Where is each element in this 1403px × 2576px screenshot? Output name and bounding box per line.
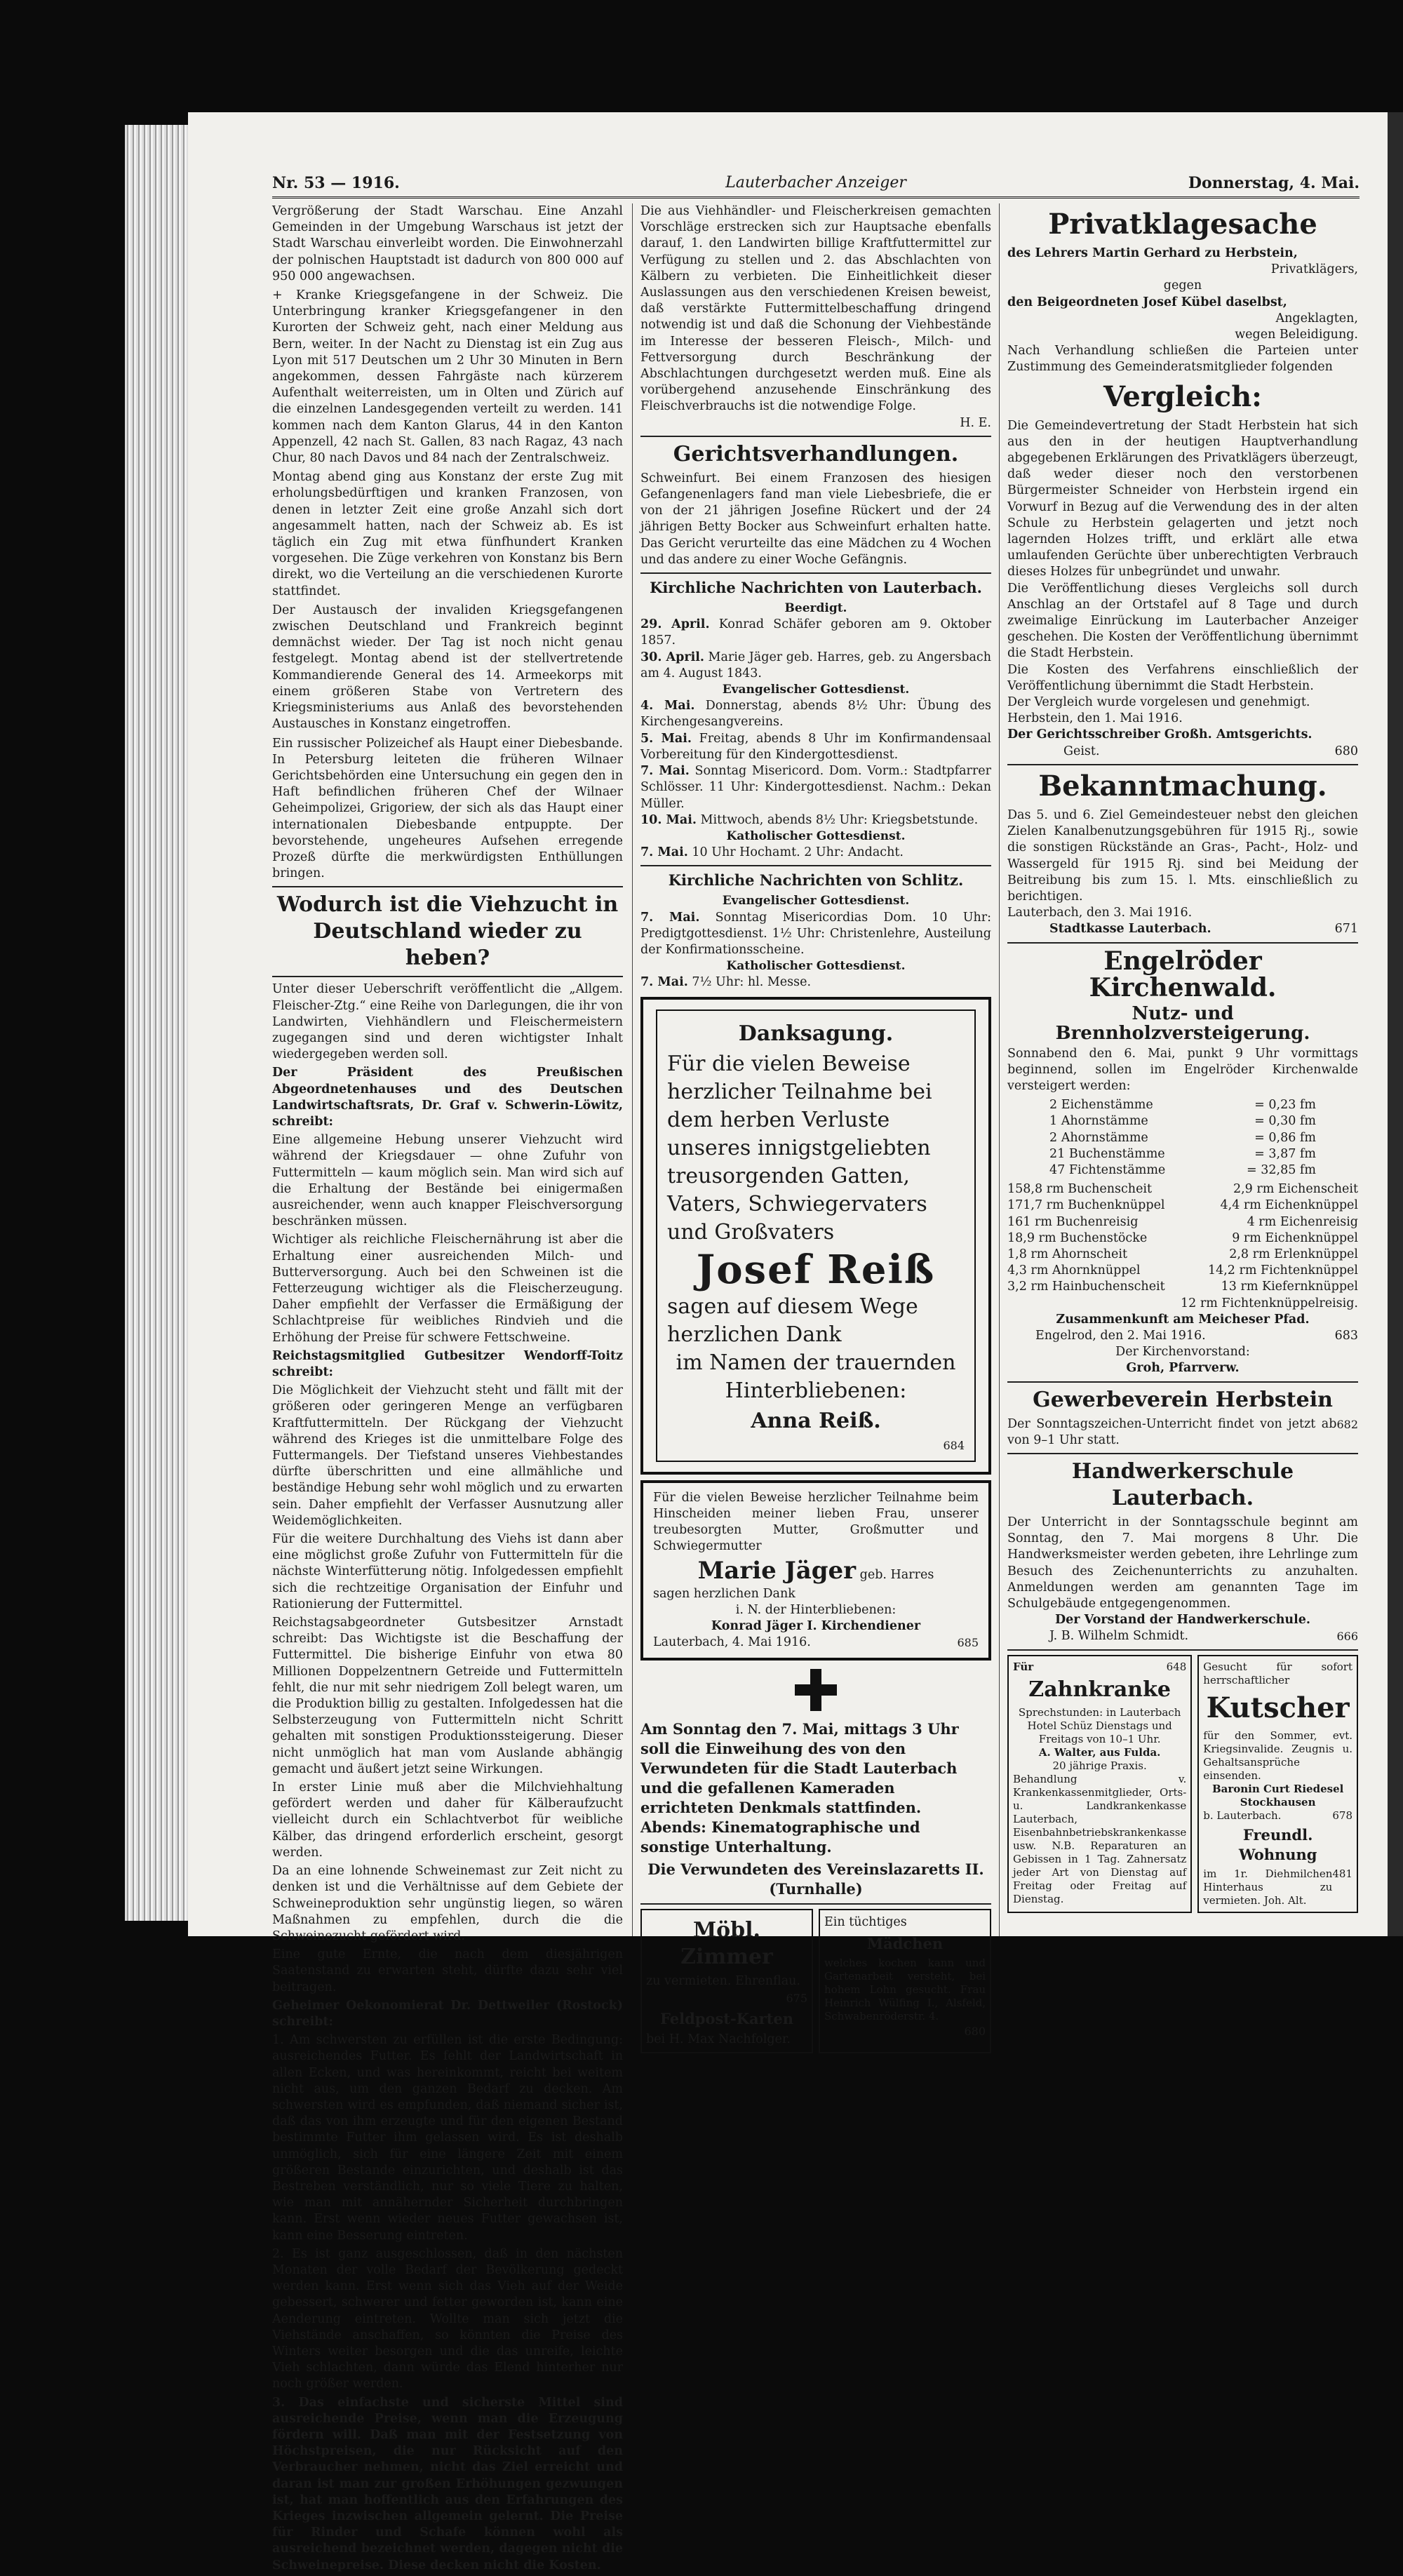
- buried-heading: Beerdigt.: [784, 601, 847, 616]
- kirchenwald-text: Sonnabend den 6. Mai, punkt 9 Uhr vormittags beginnend, sollen im Engelröder Kirchenwalde versteigert werden:: [1007, 1046, 1358, 1093]
- moebl-zimmer-ad: [640, 1909, 813, 2053]
- newspaper-page: [188, 112, 1388, 2572]
- bekanntmachung-title: Bekanntmachung.: [1038, 769, 1327, 803]
- birth-name: geb. Harres: [859, 1567, 934, 1582]
- court-text: Schweinfurt. Bei einem Franzosen des hiesigen Gefangenenlagers fand man viele Liebesbriefe, die er von der 21 jährigen Josefine Rückert und der 24 jährigen Betty Bocker aus Schweinfurt erhalten hatte. Das Gericht verurteilte das eine Mädchen zu 4 Wochen und das andere zu einer Woche Gefängnis.: [640, 471, 991, 567]
- viehzucht-para: Für die weitere Durchhaltung des Viehs ist dann aber eine möglichst große Zufuhr von Futtermitteln für die nächste Winterfütterung nötig. Infolgedessen empfiehlt sich die rechtzeitige Organisation der Einfuhr und Rationierung der Futtermittel.: [272, 1532, 623, 1611]
- viehzucht-para: 3. Das einfachste und sicherste Mittel sind ausreichende Preise, wenn man die Erzeugung fördern will. Daß man mit der Festsetzung von Höchstpreisen, die nur Rücksicht auf den Verbraucher nehmen, nicht das Ziel erreicht und daran ist man zur großen Erhöhungen gezwungen ist, hat man hoffentlich aus den Erfahrungen des Krieges inzwischen allgemein gelernt. Die Preise für Rinder und Schafe können wohl als ausreichend bezeichnet werden, dagegen nicht die Schweinepreise. Diese decken nicht die Kosten.: [272, 2395, 623, 2572]
- firewood-row: 12 rm Fichtenknüppelreisig.: [1181, 1296, 1358, 1310]
- verwundete-signature: Die Verwundeten des Vereinslazaretts II. (Turnhalle): [647, 1860, 984, 1898]
- ad-text: bei H. Max Nachfolger.: [646, 2032, 791, 2046]
- viehzucht-para: Reichstagsmitglied Gutbesitzer Wendorff-Toitz schreibt:: [272, 1348, 623, 1379]
- ad-number: 675: [786, 1991, 807, 2005]
- column-rule: [632, 203, 633, 1936]
- church-lauterbach-heading: Kirchliche Nachrichten von Lauterbach.: [650, 579, 982, 597]
- court-heading: Gerichtsverhandlungen.: [673, 441, 959, 467]
- divider: [1007, 1649, 1358, 1651]
- handwerkerschule-signature: Der Vorstand der Handwerkerschule.: [1054, 1613, 1311, 1628]
- column-3: [1007, 203, 1358, 1913]
- ad-text: 20 jährige Praxis.: [1052, 1759, 1147, 1772]
- article-konstanz: Montag abend ging aus Konstanz der erste Zug mit erholungsbedürftigen und kranken Franzosen, von denen in letzter Zeit eine große Anzahl sich dort angesammelt hatten, nach der Schweiz ab. Es ist täglich ein Zug mit etwa fünfhundert Kranken vorgesehen. Die Züge verkehren von Konstanz bis Bern direkt, wo die Verteilung an die verschiedenen Kurorte stattfindet.: [272, 470, 623, 598]
- danksagung-jaeger-ad: [640, 1480, 991, 1661]
- service-item: 7. Mai. Sonntag Misericord. Dom. Vorm.: Stadtpfarrer Schlösser. 11 Uhr: Kindergottesdienst. Nachm.: Dekan Müller.: [640, 764, 991, 811]
- article-kriegsgefangene: + Kranke Kriegsgefangene in der Schweiz. Die Unterbringung kranker Kriegsgefangener in den Kurorten der Schweiz geht, nach einer Meldung aus Bern, weiter. In der Nacht zu Dienstag ist ein Zug aus Lyon mit 517 Deutschen um 2 Uhr 30 Minuten in Bern angekommen, dessen Fahrgäste nach kürzerem Aufenthalt weiterreisten, um in Olten und Zürich auf die einzelnen Landesgegenden verteilt zu werden. 141 kommen nach dem Kanton Glarus, 44 in den Kanton Appenzell, 42 nach St. Gallen, 83 nach Ragaz, 43 nach Chur, 80 nach Davos und 84 nach der Zentralschweiz.: [272, 288, 623, 466]
- danksagung-text: Für die vielen Beweise herzlicher Teilnahme beim Hinscheiden meiner lieben Frau, unserer treubesorgten Mutter, Großmutter und Schwiegermutter: [653, 1490, 979, 1554]
- firewood-row: 171,7 rm Buchenknüppel 4,4 rm Eichenknüppel: [1007, 1198, 1358, 1213]
- viehzucht-para: Geheimer Oekonomierat Dr. Dettweiler (Rostock) schreibt:: [272, 1998, 623, 2029]
- viehzucht-para: Reichstagsabgeordneter Gutsbesitzer Arnstadt schreibt: Das Wichtigste ist die Beschaffung der Futtermittel. Die bisherige Einfuhr von etwa 80 Millionen Doppelzentnern Getreide und Futtermitteln fehlt, die nur mit sehr niedrigem Zoll belegt waren, um die Produktion billig zu gestalten. Infolgedessen hat die Selbsterzeugung von Futtermitteln nicht Schritt gehalten mit sonstigen Produktionssteigerung. Dieser nicht unmöglich hat man vom Auslande abhängig gemacht und äußert jetzt seine Wirkungen.: [272, 1616, 623, 1776]
- defendant: den Beigeordneten Josef Kübel daselbst,: [1007, 295, 1287, 309]
- employer-name: Baronin Curt Riedesel: [1211, 1782, 1344, 1795]
- buried-item: 30. April. Marie Jäger geb. Harres, geb. zu Angersbach am 4. August 1843.: [640, 650, 991, 680]
- viehzucht-para: In erster Linie muß aber die Milchviehhaltung gefördert werden und daher für Kälberaufzucht vielleicht durch ein Schlachtverbot für weibliche Kälber, das dringend erforderlich erscheint, gesorgt werden.: [272, 1780, 623, 1860]
- viehzucht-para: Eine allgemeine Hebung unserer Viehzucht wird während der Kriegsdauer — ohne Zufuhr von Futtermitteln — kaum möglich sein. Man wird sich auf die Erhaltung der Bestände bei einigermaßen ausreichender, wenn auch knapper Fleischversorgung beschränken müssen.: [272, 1133, 623, 1229]
- ev-service-heading: Evangelischer Gottesdienst.: [722, 683, 910, 697]
- ad-number: 648: [1166, 1660, 1187, 1673]
- timber-list: [1049, 1097, 1316, 1179]
- divider: [1007, 764, 1358, 765]
- column-2: [640, 203, 991, 2053]
- church-schlitz-heading: Kirchliche Nachrichten von Schlitz.: [668, 871, 964, 890]
- article-vorschlaege: Die aus Viehhändler- und Fleischerkreisen gemachten Vorschläge erstrecken sich zur Hauptsache ebenfalls darauf, 1. den Landwirten billige Kraftfuttermittel zur Verfügung zu stellen und 2. das Abschlachten von Kälbern zu verbieten. Die Einheitlichkeit dieser Auslassungen aus den verschiedenen Kreisen beweist, daß verstärkte Futtermittelbeschaffung dringend notwendig ist und daß die Schonung der Viehbestände im Interesse der besseren Fleisch-, Milch- und Fettversorgung durch Beschränkung der Abschlachtungen durchgesetzt werden muß. Eine als vorübergehend anzusehende Einschränkung des Fleischverbrauchs ist die notwendige Folge.: [640, 204, 991, 414]
- plaintiff: des Lehrers Martin Gerhard zu Herbstein,: [1007, 246, 1298, 260]
- ad-title: Feldpost-Karten: [660, 2009, 793, 2027]
- timber-row: 21 Buchenstämme = 3,87 fm: [1049, 1146, 1316, 1161]
- place-date: Engelrod, den 2. Mai 1916.: [1035, 1328, 1206, 1343]
- court-signature-name: Geist.: [1063, 744, 1100, 758]
- ad-number: 678: [1332, 1809, 1352, 1822]
- employer-place: b. Lauterbach.: [1203, 1809, 1282, 1822]
- ad-number: 683: [1334, 1328, 1358, 1343]
- divider: [1007, 1381, 1358, 1383]
- denkmal-announcement: Am Sonntag den 7. Mai, mittags 3 Uhr soll die Einweihung des von den Verwundeten für die Stadt Lauterbach und die gefallenen Kameraden errichteten Denkmals stattfinden. Abends: Kinematographische und sonstige Unterhaltung.: [640, 1720, 959, 1856]
- article-warschau: Vergrößerung der Stadt Warschau. Eine Anzahl Gemeinden in der Umgebung Warschaus ist jetzt der Stadt Warschau einverleibt worden. Die Einwohnerzahl der polnischen Hauptstadt ist dadurch von 800 000 auf 950 000 angewachsen.: [272, 204, 623, 283]
- buried-item: 29. April. Konrad Schäfer geboren am 9. Oktober 1857.: [640, 617, 991, 648]
- zahnkranke-ad: [1007, 1655, 1192, 1913]
- ad-pre: Für: [1013, 1660, 1034, 1673]
- article-polizeichef: Ein russischer Polizeichef als Haupt einer Diebesbande. In Petersburg leiteten die früheren Wilnaer Gerichtsbehörden eine Untersuchung ein gegen den in Haft befindlichen früheren Chef der Wilnaer Geheimpolizei, Grigoriew, der sich als das Haupt einer internationalen Diebesbande entpuppte. Der bevorstehende, ungeheures Aufsehen erregende Prozeß dürfte die merkwürdigsten Enthüllungen bringen.: [272, 736, 623, 881]
- danksagung-title: Danksagung.: [738, 1021, 894, 1046]
- article-austausch: Der Austausch der invaliden Kriegsgefangenen zwischen Deutschland und Frankreich beginnt demnächst wieder. Der Tag ist noch nicht genau festgelegt. Montag abend ist der stellvertretende Kommandierende General des 14. Armeekorps mit einem größeren Stabe von Vertretern des Kriegsministeriums aus Anlaß des bevorstehenden Austausches in Konstanz eingetroffen.: [272, 603, 623, 732]
- masthead: [272, 174, 1360, 199]
- danksagung-signature: Anna Reiß.: [751, 1408, 881, 1433]
- place-date: Lauterbach, den 3. Mai 1916.: [1007, 906, 1193, 920]
- danksagung-text: Für die vielen Beweise herzlicher Teilnahme bei dem herben Verluste unseres innigstgeliebten treusorgenden Gatten, Vaters, Schwiegervaters und Großvaters: [667, 1051, 932, 1245]
- divider: [640, 1903, 991, 1905]
- viehzucht-intro: Unter dieser Ueberschrift veröffentlicht die „Allgem. Fleischer-Ztg.“ eine Reihe von Darlegungen, die ihr von Landwirten, Viehhändlern und Fleischermeistern zugegangen sind und deren wichtigster Inhalt wiedergegeben werden soll.: [272, 982, 623, 1062]
- handwerkerschule-signature-name: J. B. Wilhelm Schmidt.: [1049, 1629, 1189, 1644]
- timber-row: 1 Ahornstämme = 0,30 fm: [1049, 1114, 1316, 1129]
- firewood-row: 1,8 rm Ahornscheit 2,8 rm Erlenknüppel: [1007, 1247, 1358, 1261]
- kath-service-heading: Katholischer Gottesdienst.: [726, 959, 906, 974]
- danksagung-text: im Namen der trauernden Hinterbliebenen:: [676, 1350, 956, 1403]
- divider: [272, 976, 623, 977]
- kirchenwald-title: Engelröder Kirchenwald.: [1089, 946, 1277, 1002]
- ad-title: Mädchen: [866, 1934, 944, 1952]
- vergleich-text: Die Gemeindevertretung der Stadt Herbstein hat sich aus den in der heutigen Hauptverhandlung abgegebenen Erklärungen des Privatklägers überzeugt, daß weder dieser noch den verstorbenen Bürgermeister Schneider von Herbstein irgend ein Vorwurf in Bezug auf die Verwendung des in der alten Schule zu Herbstein gelagerten und jetzt noch lagernden Holzes trifft, und erklärt alle etwa umlaufenden Gerüchte über unberechtigten Verbrauch dieses Holzes für unbegründet und unwahr.: [1007, 418, 1358, 579]
- firewood-row: 18,9 rm Buchenstöcke 9 rm Eichenknüppel: [1007, 1230, 1358, 1245]
- ad-number: 666: [1336, 1630, 1358, 1644]
- handwerkerschule-title: Handwerkerschule Lauterbach.: [1071, 1458, 1294, 1510]
- book-spine-edge: [125, 125, 189, 1921]
- plaintiff-role: Privatklägers,: [1270, 262, 1358, 277]
- issue-date: Donnerstag, 4. Mai.: [1188, 174, 1360, 192]
- bekanntmachung-text: Das 5. und 6. Ziel Gemeindesteuer nebst den gleichen Zielen Kanalbenutzungsgebühren für 1915 Rj., sowie die sonstigen Rückstände an Gras-, Pacht-, Holz- und Wassergeld für 1915 Rj. sind bei Meidung der Beitreibung bis zum 15. l. Mts. einschließlich zu berichtigen.: [1007, 807, 1358, 904]
- divider: [272, 886, 623, 887]
- deceased-name: Marie Jäger: [697, 1556, 857, 1585]
- column-1: [272, 203, 623, 2576]
- vergleich-intro: Nach Verhandlung schließen die Parteien unter Zustimmung des Gemeinderatsmitglieder folgenden: [1007, 344, 1358, 375]
- ad-text: Behandlung v. Krankenkassenmitglieder, Orts- u. Landkrankenkasse Lauterbach, Eisenbahnbetriebskrankenkasse usw. N.B. Reparaturen an Gebissen in 1 Tag. Zahnersatz jeder Art von Dienstag auf Freitag oder Freitag auf Dienstag.: [1013, 1772, 1187, 1905]
- viehzucht-para: Da an eine lohnende Schweinemast zur Zeit nicht zu denken ist und die Verhältnisse auf dem Gebiete der Schweineproduktion sehr ungünstig liegen, so wären Maßnahmen zu empfehlen, durch die die Schweinezucht gefördert wird.: [272, 1864, 623, 1943]
- timber-row: 2 Ahornstämme = 0,86 fm: [1049, 1130, 1316, 1145]
- viehzucht-para: Eine gute Ernte, die nach dem diesjährigen Saatenstand zu erwarten steht, dürfte dazu sehr viel beitragen.: [272, 1947, 623, 1994]
- divider: [640, 572, 991, 574]
- viehzucht-para: 1. Am schwersten zu erfüllen ist die erste Bedingung: ausreichendes Futter. Es fehlt der Landwirtschaft in allen Ecken, und was hereinkommt, reicht bei weitem nicht aus, um den ganzen Bedarf zu decken. Am schwersten wird es empfunden, daß niemand sicher ist, daß das von ihm erzeugte und für den eigenen Bestand bestimmte Futter ihm gelassen wird. Es ist deshalb unmöglich, sich für eine längere Zeit mit einem größeren Bestande einzurichten, und deshalb ist das Bestreben verständlich, nur so viele Tiere zu halten, wie man mit annähernder Sicherheit durchbringen kann. Erst wenn wieder neues Futter gewachsen ist, kann eine Besserung eintreten.: [272, 2033, 623, 2243]
- deceased-name: Josef Reiß: [696, 1246, 936, 1293]
- ad-number: 682: [1336, 1417, 1358, 1431]
- danksagung-reiss-ad: [640, 997, 991, 1475]
- ev-service-heading: Evangelischer Gottesdienst.: [722, 894, 910, 908]
- danksagung-signature: Konrad Jäger I. Kirchendiener: [711, 1618, 921, 1633]
- bekanntmachung-signature: Stadtkasse Lauterbach.: [1049, 922, 1211, 937]
- privatklage-title: Privatklagesache: [1048, 208, 1317, 241]
- kirchenvorstand-name: Groh, Pfarrverw.: [1126, 1361, 1240, 1376]
- firewood-row: 161 rm Buchenreisig 4 rm Eichenreisig: [1007, 1214, 1358, 1229]
- kath-service-heading: Katholischer Gottesdienst.: [726, 829, 906, 843]
- divider: [1007, 942, 1358, 944]
- danksagung-text: sagen auf diesem Wege herzlichen Dank: [667, 1294, 918, 1347]
- ad-number: 680: [964, 2024, 986, 2038]
- ad-title: Freundl. Wohnung: [1238, 1825, 1317, 1863]
- place-date: Lauterbach, 4. Mai 1916.: [653, 1635, 811, 1650]
- article-signature: H. E.: [960, 415, 991, 430]
- firewood-row: 3,2 rm Hainbuchenscheit 13 rm Kiefernknüppel: [1007, 1280, 1358, 1294]
- ad-title: Zahnkranke: [1028, 1677, 1171, 1702]
- ad-text: Sprechstunden: in Lauterbach Hotel Schüz Dienstags und Freitags von 10–1 Uhr.: [1018, 1705, 1181, 1745]
- service-item: 5. Mai. Freitag, abends 8 Uhr im Konfirmandensaal Vorbereitung für den Kindergottesdienst.: [640, 731, 991, 762]
- ad-text: welches kochen kann und Gartenarbeit versteht, bei hohem Lohn gesucht. Frau Heinrich Wülfing I., Alsfeld, Schwabenröderstr. 4.: [824, 1956, 986, 2022]
- kirchenvorstand-signature: Der Kirchenvorstand:: [1115, 1345, 1250, 1360]
- court-signature: Der Gerichtsschreiber Großh. Amtsgerichts.: [1007, 727, 1313, 742]
- handwerkerschule-text: Der Unterricht in der Sonntagsschule beginnt am Sonntag, den 7. Mai morgens 8 Uhr. Die Handwerksmeister werden gebeten, ihre Lehrlinge zum Besuch des Zeichenunterrichts zu anzuhalten. Anmeldungen werden am genannten Tage im Schulgebäude entgegengenommen.: [1007, 1515, 1358, 1611]
- charge: wegen Beleidigung.: [1235, 328, 1358, 342]
- kirchenwald-subtitle: Nutz- und Brennholzversteigerung.: [1055, 1002, 1310, 1044]
- ad-title: Kutscher: [1206, 1691, 1350, 1724]
- divider: [1007, 1453, 1358, 1454]
- firewood-list: [1007, 1181, 1358, 1312]
- employer-place: Stockhausen: [1240, 1795, 1316, 1809]
- newspaper-title: Lauterbacher Anzeiger: [725, 174, 906, 192]
- gewerbeverein-title: Gewerbeverein Herbstein: [1033, 1387, 1333, 1412]
- danksagung-text: sagen herzlichen Dank: [653, 1586, 796, 1601]
- vergleich-text: Die Kosten des Verfahrens einschließlich der Veröffentlichung übernimmt die Stadt Herbstein.: [1007, 662, 1358, 693]
- ad-text: Ein tüchtiges: [824, 1915, 907, 1930]
- service-item: 7. Mai. Sonntag Misericordias Dom. 10 Uhr: Predigtgottesdienst. 1½ Uhr: Christenlehre, Austeilung der Konfirmationsscheine.: [640, 910, 991, 957]
- ad-text: Gesucht für sofort herrschaftlicher: [1203, 1660, 1352, 1686]
- viehzucht-para: Die Möglichkeit der Viehzucht steht und fällt mit der größeren oder geringeren Menge an verfügbaren Kraftfuttermitteln. Der Rückgang der Viehzucht während des Krieges ist die unmittelbare Folge des Futtermangels. Der Tiefstand unseres Viehbestandes dürfte überschritten und eine allmähliche und beständige Hebung sehr wohl möglich und zu erwarten sein. Daher empfiehlt der Verfasser Ausnutzung aller Weidemöglichkeiten.: [272, 1383, 623, 1528]
- ad-number: 671: [1334, 922, 1358, 937]
- iron-cross-icon: [795, 1669, 837, 1711]
- firewood-row: 4,3 rm Ahornknüppel 14,2 rm Fichtenknüppel: [1007, 1263, 1358, 1278]
- firewood-row: 158,8 rm Buchenscheit 2,9 rm Eichenscheit: [1007, 1182, 1358, 1197]
- kutscher-ad: [1197, 1655, 1358, 1913]
- timber-row: 2 Eichenstämme = 0,23 fm: [1049, 1098, 1316, 1113]
- viehzucht-para: 2. Es ist ganz ausgeschlossen, daß in den nächsten Monaten der volle Bedarf der Bevölkerung gedeckt werden kann. Erst wenn sich das Vieh auf der Weide gebessert, schwerer und fetter geworden ist, kann eine Aenderung eintreten. Wollte man sich jetzt die Viehstände anschaffen, so könnten die Preise des Winters weiter besorgen und die das unreife, leichte Vieh schlachten, dann würde das Elend hinterher nur noch größer werden.: [272, 2246, 623, 2391]
- maedchen-ad: [819, 1909, 991, 2053]
- ad-number: 685: [957, 1636, 979, 1650]
- gegen-text: gegen: [1163, 279, 1202, 293]
- meeting-point: Zusammenkunft am Meicheser Pfad.: [1056, 1312, 1310, 1327]
- viehzucht-headline: Wodurch ist die Viehzucht in Deutschland wieder zu heben?: [276, 892, 619, 971]
- vergleich-text: Die Veröffentlichung dieses Vergleichs soll durch Anschlag an der Ortstafel auf 8 Tage und durch zweimalige Einrückung im Lauterbacher Anzeiger geschehen. Die Kosten der Veröffentlichung übernimmt die Stadt Herbstein.: [1007, 581, 1358, 661]
- issue-number: Nr. 53 — 1916.: [272, 174, 400, 192]
- column-rule: [999, 203, 1000, 1936]
- vergleich-text: Der Vergleich wurde vorgelesen und genehmigt.: [1007, 695, 1310, 710]
- ad-text: im 1r. Diehmilchen Hinterhaus zu vermieten. Joh. Alt.: [1203, 1867, 1333, 1907]
- dentist-name: A. Walter, aus Fulda.: [1038, 1745, 1161, 1759]
- service-item: 10. Mai. Mittwoch, abends 8½ Uhr: Kriegsbetstunde.: [640, 812, 979, 827]
- service-item: 7. Mai. 10 Uhr Hochamt. 2 Uhr: Andacht.: [640, 845, 904, 860]
- service-item: 4. Mai. Donnerstag, abends 8½ Uhr: Übung des Kirchengesangvereins.: [640, 699, 991, 730]
- place-date: Herbstein, den 1. Mai 1916.: [1007, 711, 1183, 726]
- ad-number: 684: [943, 1438, 965, 1452]
- viehzucht-para: Wichtiger als reichliche Fleischernährung ist aber die Erhaltung einer ausreichenden Milch- und Butterversorgung. Auch bei den Schweinen ist die Fetterzeugung wichtiger als die Fleischerzeugung. Daher empfiehlt der Verfasser die Ermäßigung der Schlachtpreise für weibliches Rindvieh und die Erhöhung der Preise für schwere Fettschweine.: [272, 1233, 623, 1345]
- gewerbeverein-text: Der Sonntagszeichen-Unterricht findet von jetzt ab von 9–1 Uhr statt.: [1007, 1416, 1337, 1447]
- ad-title: Möbl. Zimmer: [680, 1918, 773, 1970]
- ad-number: 481: [1332, 1867, 1352, 1880]
- viehzucht-para: Der Präsident des Preußischen Abgeordnetenhauses und des Deutschen Landwirtschaftsrats, Dr. Graf v. Schwerin-Löwitz, schreibt:: [272, 1066, 623, 1129]
- ad-text: zu vermieten. Ehrenflau.: [646, 1974, 800, 1989]
- ad-number: 680: [1334, 744, 1358, 758]
- timber-row: 47 Fichtenstämme = 32,85 fm: [1049, 1162, 1316, 1177]
- danksagung-signature: i. N. der Hinterbliebenen:: [735, 1602, 897, 1617]
- service-item: 7. Mai. 7½ Uhr: hl. Messe.: [640, 975, 812, 990]
- ad-text: für den Sommer, evt. Kriegsinvalide. Zeugnis u. Gehaltsansprüche einsenden.: [1203, 1729, 1352, 1782]
- vergleich-title: Vergleich:: [1103, 380, 1262, 413]
- defendant-role: Angeklagten,: [1275, 311, 1358, 326]
- divider: [640, 865, 991, 866]
- divider: [640, 436, 991, 437]
